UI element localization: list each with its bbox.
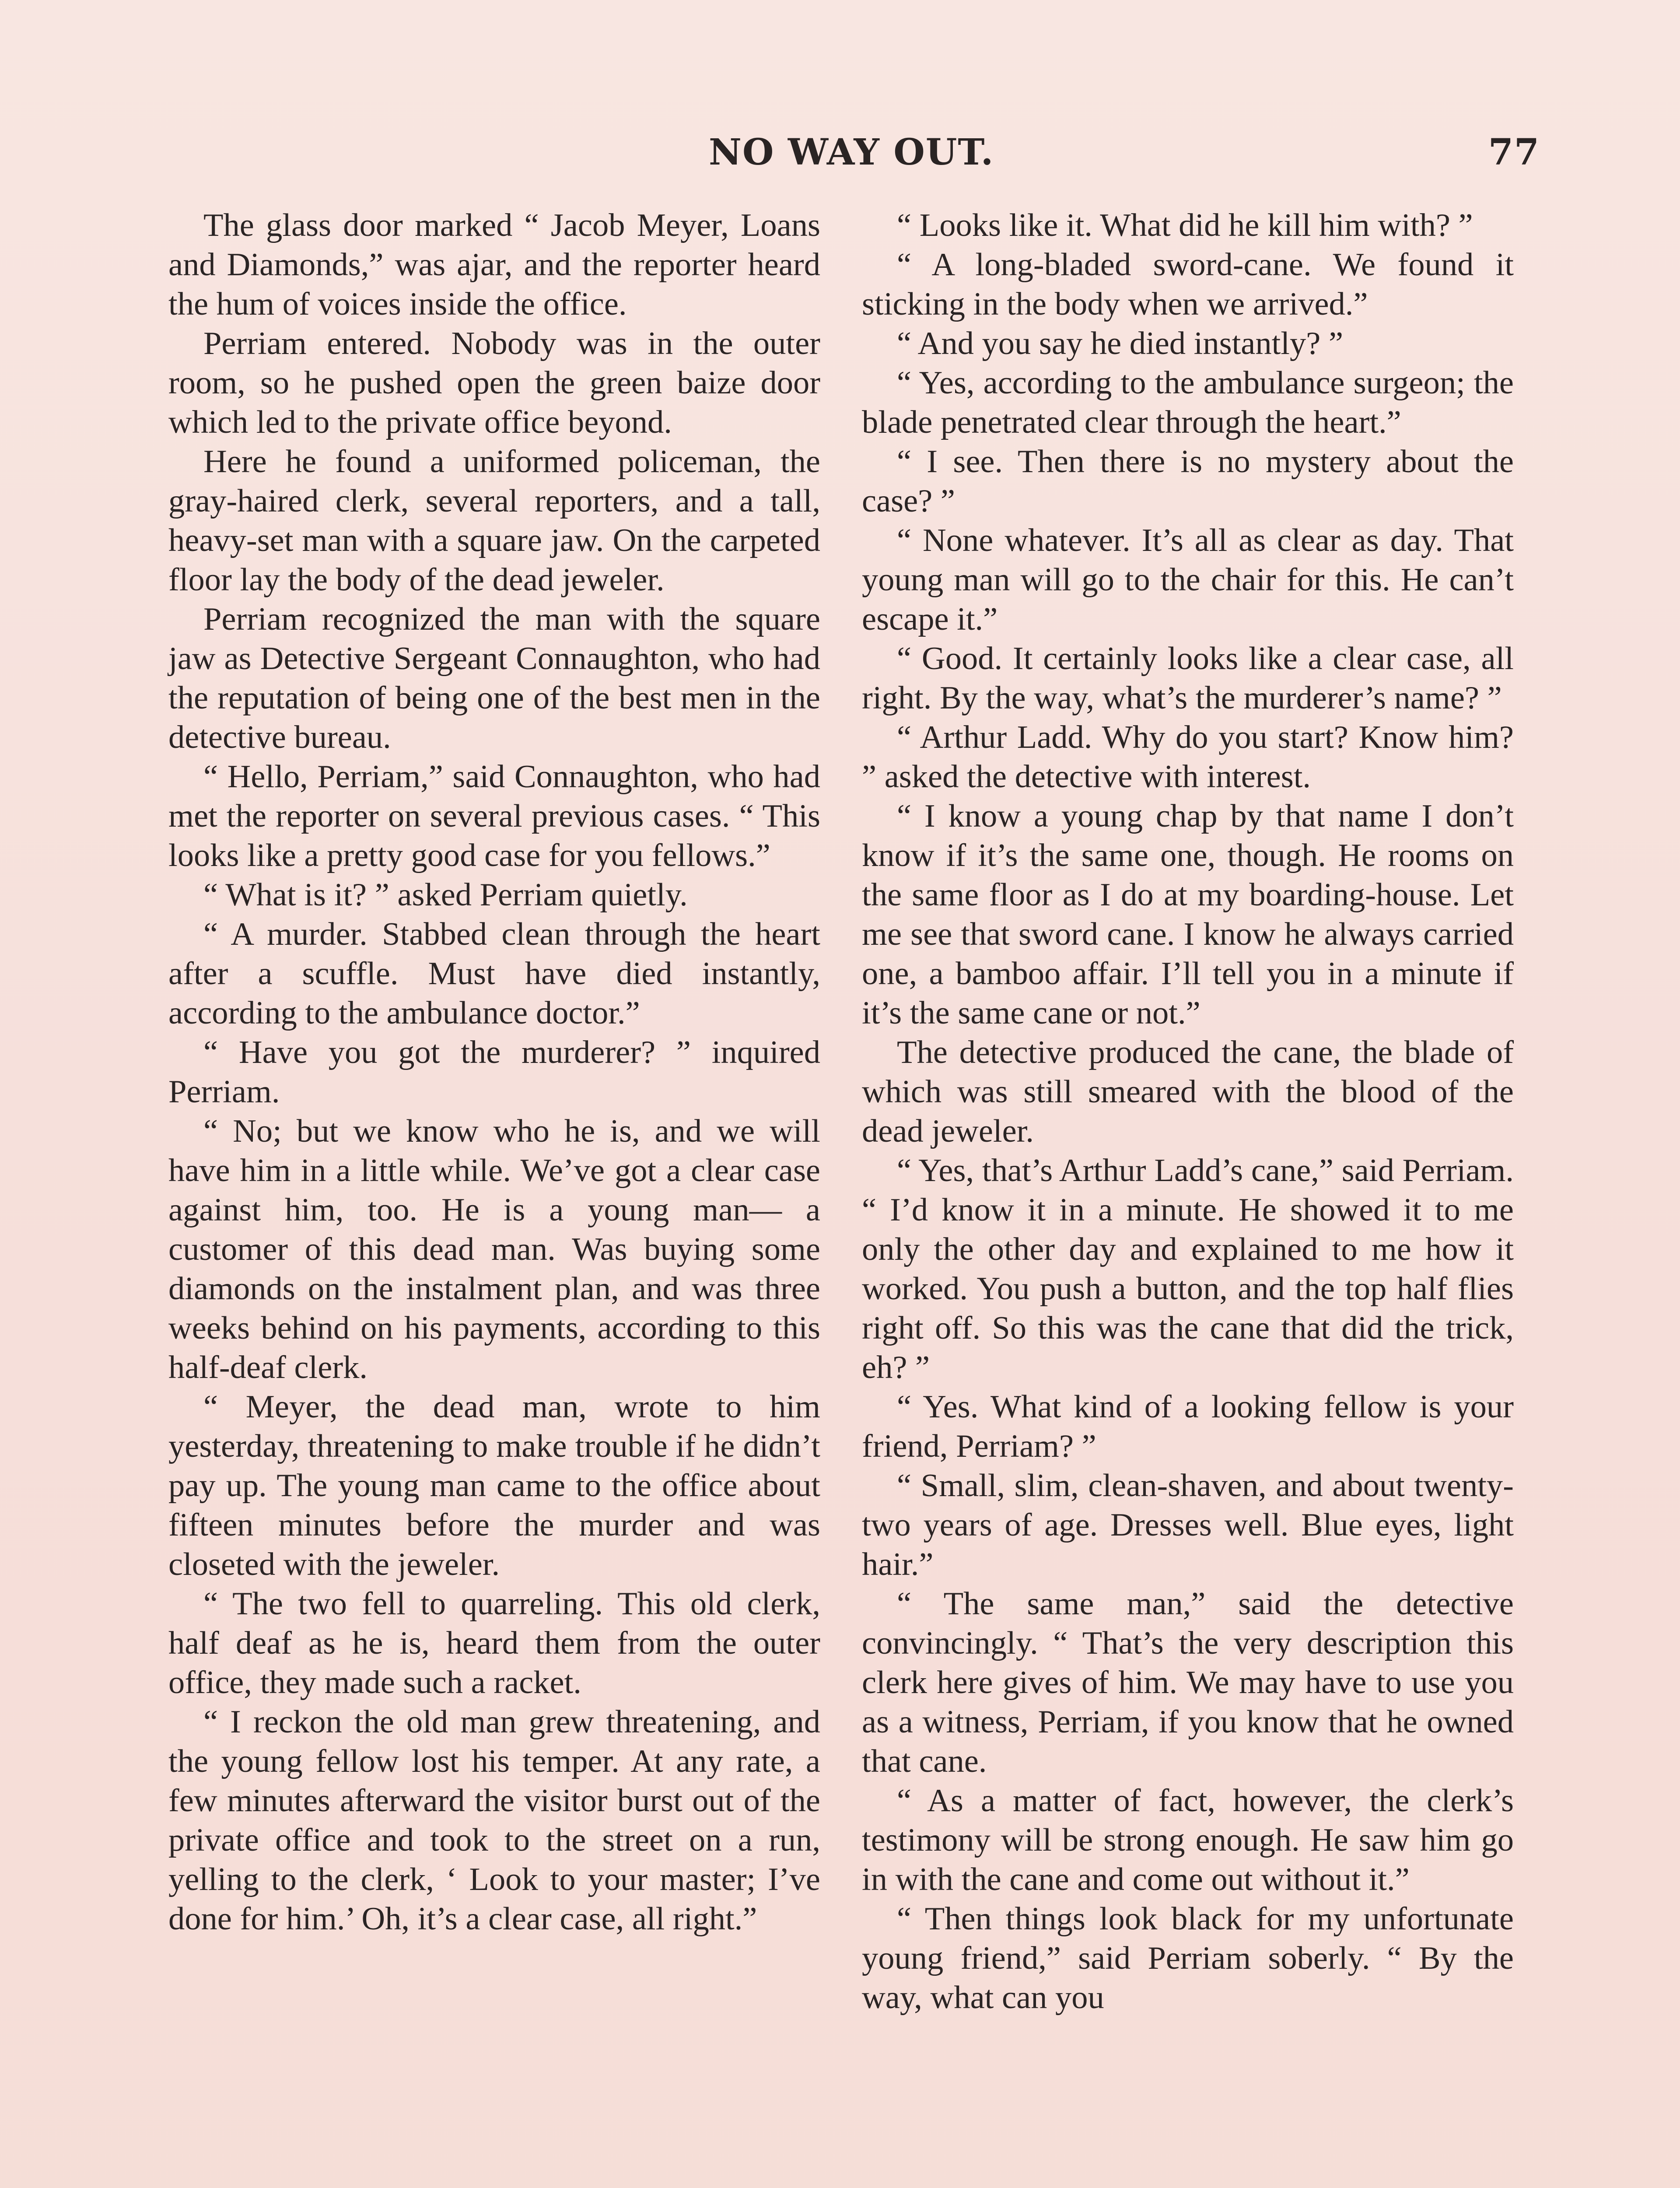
paragraph: “ Yes, that’s Arthur Ladd’s cane,” said Perriam. “ I’d know it in a minute. He showed it to me only the other day and explained to me how it worked. You push a button, and the top half flies right off. So this was the cane that did the trick, eh? ” [862,1153,1514,1385]
paragraph: “ A long-bladed sword-cane. We found it sticking in the body when we arrived.” [862,247,1514,322]
paragraph: “ Have you got the murderer? ” inquired Perriam. [168,1034,820,1110]
paragraph: “ The two fell to quarreling. This old clerk, half deaf as he is, heard them from the outer office, they made such a racket. [168,1586,820,1701]
paragraph: “ Yes, according to the ambulance surgeon; the blade penetrated clear through the heart.” [862,365,1514,440]
paragraph: The detective produced the cane, the blade of which was still smeared with the blood of the dead jeweler. [862,1034,1514,1149]
paragraph: The glass door marked “ Jacob Meyer, Loans and Diamonds,” was ajar, and the reporter heard the hum of voices inside the office. [168,207,820,322]
paragraph: Here he found a uniformed policeman, the gray-haired clerk, several reporters, and a tall, heavy-set man with a square jaw. On the carpeted floor lay the body of the dead jeweler. [168,444,820,598]
paragraph: “ I see. Then there is no mystery about the case? ” [862,444,1514,519]
running-title: NO WAY OUT. [709,131,994,173]
left-text-column [168,206,820,1939]
paragraph: “ I know a young chap by that name I don’t know if it’s the same one, though. He rooms on the same floor as I do at my boarding-house. Let me see that sword cane. I know he always carried one, a bamboo affair. I’ll tell you in a minute if it’s the same cane or not.” [862,798,1514,1031]
paragraph: Perriam entered. Nobody was in the outer room, so he pushed open the green baize door which led to the private office beyond. [168,326,820,440]
paragraph: “ What is it? ” asked Perriam quietly. [203,877,688,913]
page-header [656,127,1540,179]
paragraph: Perriam recognized the man with the square jaw as Detective Sergeant Connaughton, who had the reputation of being one of the best men in the detective bureau. [168,601,820,755]
paragraph: “ As a matter of fact, however, the clerk’s testimony will be strong enough. He saw him go in with the cane and come out without it.” [862,1783,1514,1897]
paragraph: “ Yes. What kind of a looking fellow is your friend, Perriam? ” [862,1389,1514,1464]
paragraph: “ Hello, Perriam,” said Connaughton, who had met the reporter on several previous cases. “ This looks like a pretty good case for you fellows.” [168,759,820,873]
paragraph: “ The same man,” said the detective convincingly. “ That’s the very description this clerk here gives of him. We may have to use you as a witness, Perriam, if you know that he owned that cane. [862,1586,1514,1779]
paragraph: “ No; but we know who he is, and we will have him in a little while. We’ve got a clear case against him, too. He is a young man— a customer of this dead man. Was buying some diamonds on the instalment plan, and was three weeks behind on his payments, according to this half-deaf clerk. [168,1113,820,1385]
paragraph: “ I reckon the old man grew threatening, and the young fellow lost his temper. At any rate, a few minutes afterward the visitor burst out of the private office and took to the street on a run, yelling to the clerk, ‘ Look to your master; I’ve done for him.’ Oh, it’s a clear case, all right.” [168,1704,820,1937]
paragraph: “ Arthur Ladd. Why do you start? Know him? ” asked the detective with interest. [862,719,1514,795]
paragraph: “ Looks like it. What did he kill him with? ” [897,207,1473,243]
paragraph: “ A murder. Stabbed clean through the heart after a scuffle. Must have died instantly, according to the ambulance doctor.” [168,916,820,1031]
paragraph: “ Good. It certainly looks like a clear case, all right. By the way, what’s the murderer’s name? ” [862,641,1514,716]
paragraph: “ And you say he died instantly? ” [897,326,1344,361]
paragraph: “ Meyer, the dead man, wrote to him yesterday, threatening to make trouble if he didn’t pay up. The young man came to the office about fifteen minutes before the murder and was closeted with the jeweler. [168,1389,820,1582]
paragraph: “ Small, slim, clean-shaven, and about twenty-two years of age. Dresses well. Blue eyes, light hair.” [862,1468,1514,1582]
paragraph: “ Then things look black for my unfortunate young friend,” said Perriam soberly. “ By the way, what can you [862,1901,1514,2016]
paragraph: “ None whatever. It’s all as clear as day. That young man will go to the chair for this. He can’t escape it.” [862,522,1514,637]
page-number: 77 [1488,131,1540,173]
right-text-column [862,206,1514,2017]
